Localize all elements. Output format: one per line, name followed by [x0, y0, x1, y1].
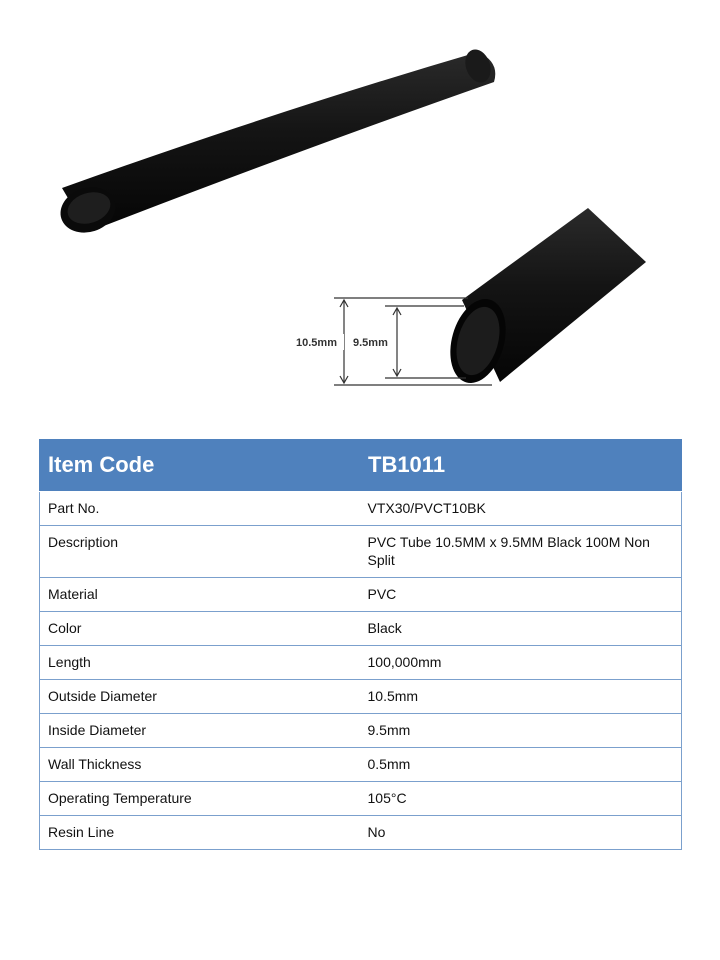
product-illustration	[0, 0, 720, 420]
tube-end-image	[441, 208, 646, 390]
row-label: Resin Line	[40, 816, 360, 850]
table-row-part-no	[40, 492, 682, 526]
table-row-outside-diameter	[40, 680, 682, 714]
row-value: Black	[360, 612, 682, 646]
table-row-wall-thickness	[40, 748, 682, 782]
row-value: PVC Tube 10.5MM x 9.5MM Black 100M Non Split	[360, 526, 682, 578]
outer-diameter-label: 10.5mm	[296, 337, 337, 349]
row-value: PVC	[360, 578, 682, 612]
table-header-row	[40, 439, 682, 492]
row-value: No	[360, 816, 682, 850]
table-row-color	[40, 612, 682, 646]
row-value: 100,000mm	[360, 646, 682, 680]
table-row-operating-temperature	[40, 782, 682, 816]
row-value: VTX30/PVCT10BK	[360, 492, 682, 526]
row-label: Length	[40, 646, 360, 680]
row-label: Wall Thickness	[40, 748, 360, 782]
spec-table	[39, 439, 682, 850]
row-label: Description	[40, 526, 360, 578]
table-row-material	[40, 578, 682, 612]
inner-diameter-label: 9.5mm	[353, 337, 388, 349]
row-label: Operating Temperature	[40, 782, 360, 816]
row-value: 9.5mm	[360, 714, 682, 748]
item-code-label: Item Code	[40, 439, 360, 492]
row-label: Part No.	[40, 492, 360, 526]
item-code-value: TB1011	[360, 439, 682, 492]
table-row-description	[40, 526, 682, 578]
row-value: 105°C	[360, 782, 682, 816]
row-label: Inside Diameter	[40, 714, 360, 748]
table-row-inside-diameter	[40, 714, 682, 748]
table-row-length	[40, 646, 682, 680]
long-tube-image	[55, 46, 496, 240]
row-value: 0.5mm	[360, 748, 682, 782]
row-value: 10.5mm	[360, 680, 682, 714]
table-row-resin-line	[40, 816, 682, 850]
row-label: Color	[40, 612, 360, 646]
row-label: Material	[40, 578, 360, 612]
row-label: Outside Diameter	[40, 680, 360, 714]
